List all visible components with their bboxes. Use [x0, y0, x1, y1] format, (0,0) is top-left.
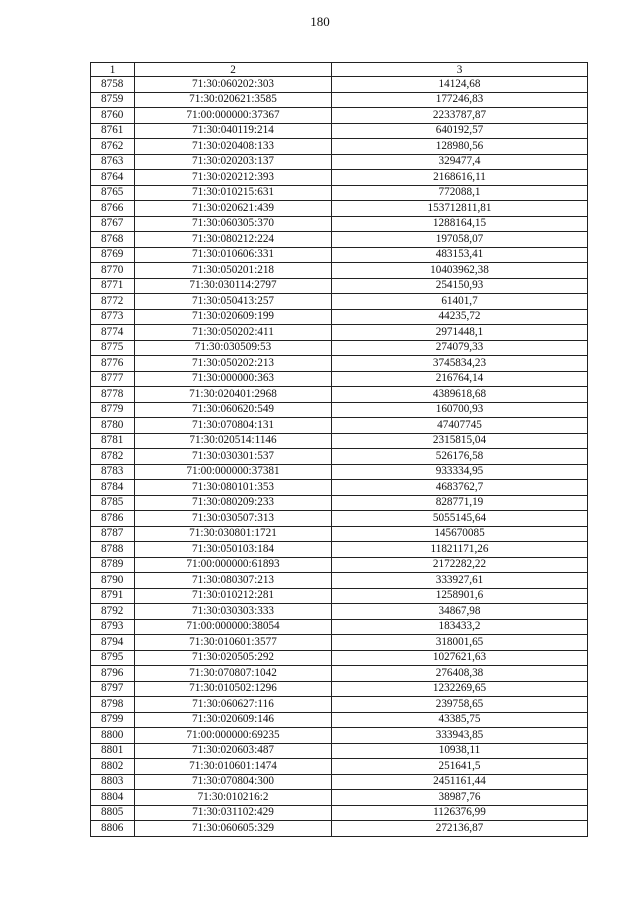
row-number-cell: 8758 — [91, 77, 135, 93]
table-row — [91, 170, 588, 186]
row-number-cell: 8801 — [91, 743, 135, 759]
value-cell: 526176,58 — [332, 449, 588, 465]
cadastral-number-cell: 71:30:030509:53 — [135, 340, 332, 356]
table-row — [91, 573, 588, 589]
page-number: 180 — [310, 14, 330, 29]
value-cell: 10403962,38 — [332, 263, 588, 279]
cadastral-number-cell: 71:30:010216:2 — [135, 790, 332, 806]
table-row — [91, 464, 588, 480]
table-row — [91, 805, 588, 821]
cadastral-number-cell: 71:30:020401:2968 — [135, 387, 332, 403]
cadastral-number-cell: 71:30:010601:1474 — [135, 759, 332, 775]
value-cell: 11821171,26 — [332, 542, 588, 558]
cadastral-number-cell: 71:30:030114:2797 — [135, 278, 332, 294]
row-number-cell: 8802 — [91, 759, 135, 775]
table-row — [91, 712, 588, 728]
row-number-cell: 8778 — [91, 387, 135, 403]
row-number-cell: 8804 — [91, 790, 135, 806]
table-row — [91, 139, 588, 155]
value-cell: 14124,68 — [332, 77, 588, 93]
value-cell: 1258901,6 — [332, 588, 588, 604]
cadastral-number-cell: 71:30:020603:487 — [135, 743, 332, 759]
table-row — [91, 511, 588, 527]
value-cell: 2451161,44 — [332, 774, 588, 790]
table-row — [91, 387, 588, 403]
row-number-cell: 8764 — [91, 170, 135, 186]
cadastral-number-cell: 71:30:060605:329 — [135, 821, 332, 837]
row-number-cell: 8759 — [91, 92, 135, 108]
cadastral-number-cell: 71:30:080101:353 — [135, 480, 332, 496]
value-cell: 772088,1 — [332, 185, 588, 201]
value-cell: 828771,19 — [332, 495, 588, 511]
cadastral-number-cell: 71:30:020621:439 — [135, 201, 332, 217]
row-number-cell: 8766 — [91, 201, 135, 217]
row-number-cell: 8762 — [91, 139, 135, 155]
value-cell: 1232269,65 — [332, 681, 588, 697]
cadastral-number-cell: 71:30:070804:300 — [135, 774, 332, 790]
header-row — [91, 63, 588, 77]
table-row — [91, 216, 588, 232]
table-row — [91, 154, 588, 170]
value-cell: 483153,41 — [332, 247, 588, 263]
value-cell: 333943,85 — [332, 728, 588, 744]
cadastral-number-cell: 71:30:060627:116 — [135, 697, 332, 713]
cadastral-number-cell: 71:30:020609:199 — [135, 309, 332, 325]
value-cell: 2168616,11 — [332, 170, 588, 186]
cadastral-number-cell: 71:30:010212:281 — [135, 588, 332, 604]
row-number-cell: 8790 — [91, 573, 135, 589]
row-number-cell: 8783 — [91, 464, 135, 480]
table-row — [91, 604, 588, 620]
cadastral-number-cell: 71:30:050103:184 — [135, 542, 332, 558]
value-cell: 272136,87 — [332, 821, 588, 837]
table-row — [91, 650, 588, 666]
row-number-cell: 8788 — [91, 542, 135, 558]
row-number-cell: 8772 — [91, 294, 135, 310]
value-cell: 276408,38 — [332, 666, 588, 682]
row-number-cell: 8761 — [91, 123, 135, 139]
row-number-cell: 8785 — [91, 495, 135, 511]
table-row — [91, 681, 588, 697]
value-cell: 239758,65 — [332, 697, 588, 713]
value-cell: 333927,61 — [332, 573, 588, 589]
value-cell: 2315815,04 — [332, 433, 588, 449]
cadastral-number-cell: 71:30:060202:303 — [135, 77, 332, 93]
cadastral-number-cell: 71:30:070807:1042 — [135, 666, 332, 682]
table-body — [91, 77, 588, 837]
value-cell: 183433,2 — [332, 619, 588, 635]
table-row — [91, 821, 588, 837]
value-cell: 2172282,22 — [332, 557, 588, 573]
row-number-cell: 8760 — [91, 108, 135, 124]
cadastral-number-cell: 71:30:020621:3585 — [135, 92, 332, 108]
value-cell: 197058,07 — [332, 232, 588, 248]
table-row — [91, 185, 588, 201]
value-cell: 2233787,87 — [332, 108, 588, 124]
table-row — [91, 728, 588, 744]
value-cell: 47407745 — [332, 418, 588, 434]
value-cell: 177246,83 — [332, 92, 588, 108]
row-number-cell: 8794 — [91, 635, 135, 651]
row-number-cell: 8763 — [91, 154, 135, 170]
cadastral-number-cell: 71:00:000000:37381 — [135, 464, 332, 480]
cadastral-number-cell: 71:30:020514:1146 — [135, 433, 332, 449]
value-cell: 254150,93 — [332, 278, 588, 294]
value-cell: 640192,57 — [332, 123, 588, 139]
cadastral-number-cell: 71:30:030507:313 — [135, 511, 332, 527]
row-number-cell: 8803 — [91, 774, 135, 790]
row-number-cell: 8773 — [91, 309, 135, 325]
row-number-cell: 8792 — [91, 604, 135, 620]
table-row — [91, 557, 588, 573]
table-row — [91, 371, 588, 387]
value-cell: 153712811,81 — [332, 201, 588, 217]
table-row — [91, 309, 588, 325]
table-row — [91, 356, 588, 372]
row-number-cell: 8784 — [91, 480, 135, 496]
table-row — [91, 92, 588, 108]
table-row — [91, 340, 588, 356]
row-number-cell: 8781 — [91, 433, 135, 449]
value-cell: 1126376,99 — [332, 805, 588, 821]
column-header-3: 3 — [332, 63, 588, 77]
table-row — [91, 418, 588, 434]
cadastral-number-cell: 71:30:040119:214 — [135, 123, 332, 139]
row-number-cell: 8780 — [91, 418, 135, 434]
table-row — [91, 263, 588, 279]
value-cell: 216764,14 — [332, 371, 588, 387]
row-number-cell: 8765 — [91, 185, 135, 201]
table-row — [91, 123, 588, 139]
table-row — [91, 77, 588, 93]
value-cell: 61401,7 — [332, 294, 588, 310]
table-row — [91, 247, 588, 263]
cadastral-number-cell: 71:30:020505:292 — [135, 650, 332, 666]
cadastral-number-cell: 71:30:030303:333 — [135, 604, 332, 620]
cadastral-number-cell: 71:30:020609:146 — [135, 712, 332, 728]
cadastral-number-cell: 71:30:080212:224 — [135, 232, 332, 248]
row-number-cell: 8796 — [91, 666, 135, 682]
row-number-cell: 8799 — [91, 712, 135, 728]
row-number-cell: 8770 — [91, 263, 135, 279]
value-cell: 43385,75 — [332, 712, 588, 728]
value-cell: 34867,98 — [332, 604, 588, 620]
row-number-cell: 8767 — [91, 216, 135, 232]
cadastral-number-cell: 71:30:030301:537 — [135, 449, 332, 465]
value-cell: 274079,33 — [332, 340, 588, 356]
cadastral-number-cell: 71:30:070804:131 — [135, 418, 332, 434]
row-number-cell: 8791 — [91, 588, 135, 604]
cadastral-number-cell: 71:30:060620:549 — [135, 402, 332, 418]
column-header-2: 2 — [135, 63, 332, 77]
row-number-cell: 8768 — [91, 232, 135, 248]
value-cell: 44235,72 — [332, 309, 588, 325]
cadastral-number-cell: 71:00:000000:61893 — [135, 557, 332, 573]
cadastral-number-cell: 71:30:080307:213 — [135, 573, 332, 589]
cadastral-number-cell: 71:00:000000:37367 — [135, 108, 332, 124]
table-row — [91, 449, 588, 465]
table-row — [91, 433, 588, 449]
row-number-cell: 8806 — [91, 821, 135, 837]
row-number-cell: 8769 — [91, 247, 135, 263]
table-row — [91, 743, 588, 759]
table-row — [91, 666, 588, 682]
table-row — [91, 201, 588, 217]
cadastral-number-cell: 71:30:020408:133 — [135, 139, 332, 155]
value-cell: 4389618,68 — [332, 387, 588, 403]
value-cell: 1288164,15 — [332, 216, 588, 232]
row-number-cell: 8775 — [91, 340, 135, 356]
row-number-cell: 8789 — [91, 557, 135, 573]
value-cell: 128980,56 — [332, 139, 588, 155]
table-row — [91, 774, 588, 790]
row-number-cell: 8777 — [91, 371, 135, 387]
table-row — [91, 697, 588, 713]
table-row — [91, 294, 588, 310]
table-row — [91, 325, 588, 341]
row-number-cell: 8798 — [91, 697, 135, 713]
row-number-cell: 8805 — [91, 805, 135, 821]
cadastral-number-cell: 71:30:050202:213 — [135, 356, 332, 372]
value-cell: 160700,93 — [332, 402, 588, 418]
cadastral-number-cell: 71:30:060305:370 — [135, 216, 332, 232]
row-number-cell: 8779 — [91, 402, 135, 418]
value-cell: 251641,5 — [332, 759, 588, 775]
value-cell: 2971448,1 — [332, 325, 588, 341]
value-cell: 3745834,23 — [332, 356, 588, 372]
table-row — [91, 278, 588, 294]
table-row — [91, 402, 588, 418]
column-header-1: 1 — [91, 63, 135, 77]
cadastral-number-cell: 71:00:000000:69235 — [135, 728, 332, 744]
table-row — [91, 526, 588, 542]
cadastral-number-cell: 71:30:010601:3577 — [135, 635, 332, 651]
table-row — [91, 790, 588, 806]
cadastral-number-cell: 71:30:050201:218 — [135, 263, 332, 279]
table-row — [91, 759, 588, 775]
table-row — [91, 542, 588, 558]
row-number-cell: 8797 — [91, 681, 135, 697]
row-number-cell: 8782 — [91, 449, 135, 465]
table-row — [91, 619, 588, 635]
table-row — [91, 108, 588, 124]
table-row — [91, 495, 588, 511]
value-cell: 4683762,7 — [332, 480, 588, 496]
cadastral-number-cell: 71:30:000000:363 — [135, 371, 332, 387]
value-cell: 10938,11 — [332, 743, 588, 759]
row-number-cell: 8771 — [91, 278, 135, 294]
value-cell: 1027621,63 — [332, 650, 588, 666]
cadastral-number-cell: 71:00:000000:38054 — [135, 619, 332, 635]
row-number-cell: 8774 — [91, 325, 135, 341]
value-cell: 145670085 — [332, 526, 588, 542]
cadastral-number-cell: 71:30:080209:233 — [135, 495, 332, 511]
table-row — [91, 588, 588, 604]
cadastral-number-cell: 71:30:020212:393 — [135, 170, 332, 186]
value-cell: 5055145,64 — [332, 511, 588, 527]
cadastral-number-cell: 71:30:010502:1296 — [135, 681, 332, 697]
cadastral-number-cell: 71:30:010606:331 — [135, 247, 332, 263]
row-number-cell: 8793 — [91, 619, 135, 635]
cadastral-number-cell: 71:30:050413:257 — [135, 294, 332, 310]
table-row — [91, 232, 588, 248]
row-number-cell: 8776 — [91, 356, 135, 372]
cadastral-number-cell: 71:30:010215:631 — [135, 185, 332, 201]
cadastral-number-cell: 71:30:031102:429 — [135, 805, 332, 821]
row-number-cell: 8787 — [91, 526, 135, 542]
row-number-cell: 8786 — [91, 511, 135, 527]
row-number-cell: 8800 — [91, 728, 135, 744]
row-number-cell: 8795 — [91, 650, 135, 666]
table-row — [91, 480, 588, 496]
value-cell: 318001,65 — [332, 635, 588, 651]
cadastral-number-cell: 71:30:050202:411 — [135, 325, 332, 341]
value-cell: 329477,4 — [332, 154, 588, 170]
cadastral-number-cell: 71:30:030801:1721 — [135, 526, 332, 542]
value-cell: 38987,76 — [332, 790, 588, 806]
cadastral-number-cell: 71:30:020203:137 — [135, 154, 332, 170]
cadastral-value-table — [90, 62, 588, 837]
table-row — [91, 635, 588, 651]
value-cell: 933334,95 — [332, 464, 588, 480]
